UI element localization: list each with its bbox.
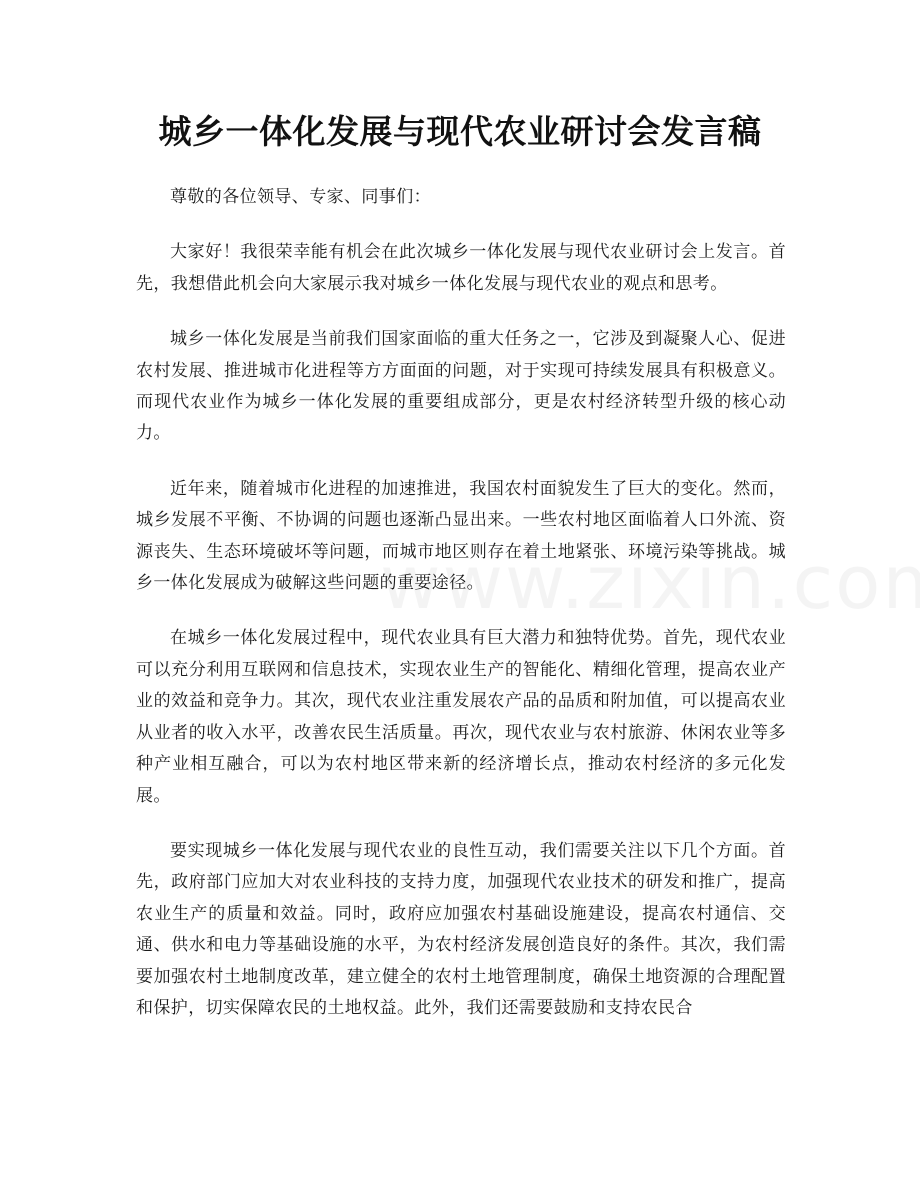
opening-paragraph: 大家好！我很荣幸能有机会在此次城乡一体化发展与现代农业研讨会上发言。首先，我想借此机会向大家展示我对城乡一体化发展与现代农业的观点和思考。 (136, 242, 786, 294)
body-paragraph: 在城乡一体化发展过程中，现代农业具有巨大潜力和独特优势。首先，现代农业可以充分利用互联网和信息技术，实现农业生产的智能化、精细化管理，提高农业产业的效益和竞争力。其次，现代农业注重发展农产品的品质和附加值，可以提高农业从业者的收入水平，改善农民生活质量。再次，现代农业与农村旅游、休闲农业等多种产业相互融合，可以为农村地区带来新的经济增长点，推动农村经济的多元化发展。 (136, 628, 786, 806)
body-paragraph: 城乡一体化发展是当前我们国家面临的重大任务之一，它涉及到凝聚人心、促进农村发展、推进城市化进程等方方面面的问题，对于实现可持续发展具有积极意义。而现代农业作为城乡一体化发展的重要组成部分，更是农村经济转型升级的核心动力。 (136, 329, 786, 444)
body-paragraph: 要实现城乡一体化发展与现代农业的良性互动，我们需要关注以下几个方面。首先，政府部门应加大对农业科技的支持力度，加强现代农业技术的研发和推广，提高农业生产的质量和效益。同时，政府应加强农村基础设施建设，提高农村通信、交通、供水和电力等基础设施的水平，为农村经济发展创造良好的条件。其次，我们需要加强农村土地制度改革，建立健全的农村土地管理制度，确保土地资源的合理配置和保护，切实保障农民的土地权益。此外，我们还需要鼓励和支持农民合 (136, 840, 786, 1018)
document-title: 城乡一体化发展与现代农业研讨会发言稿 (158, 112, 762, 151)
document-body (136, 182, 786, 1048)
body-paragraph: 近年来，随着城市化进程的加速推进，我国农村面貌发生了巨大的变化。然而，城乡发展不平衡、不协调的问题也逐渐凸显出来。一些农村地区面临着人口外流、资源丧失、生态环境破坏等问题，而城市地区则存在着土地紧张、环境污染等挑战。城乡一体化发展成为破解这些问题的重要途径。 (136, 478, 786, 594)
salutation-paragraph: 尊敬的各位领导、专家、同事们： (170, 187, 431, 207)
